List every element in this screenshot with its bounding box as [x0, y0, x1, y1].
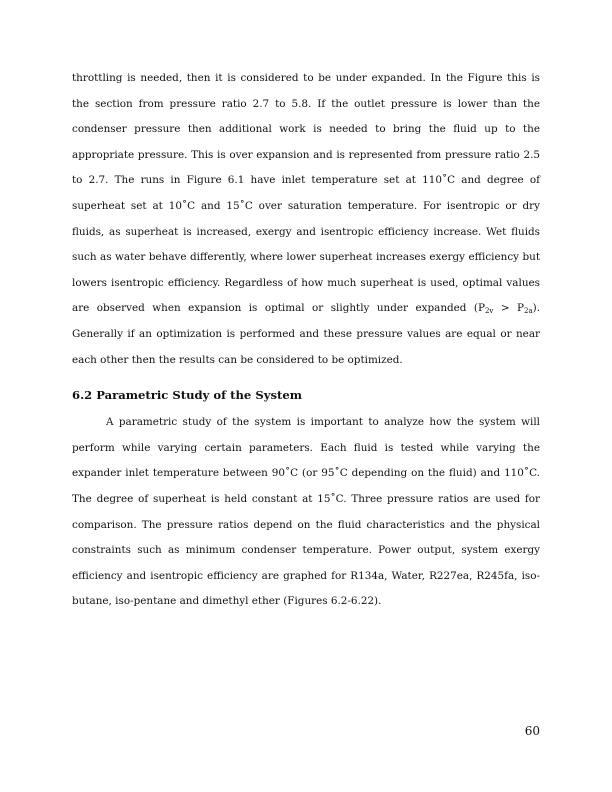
- subscript-2v: 2v: [484, 307, 494, 316]
- page-number: 60: [524, 724, 540, 738]
- subscript-2a: 2a: [524, 307, 533, 316]
- paragraph-parametric-study: A parametric study of the system is important to analyze how the system will perform while varying certain parameters. Each fluid is tested while varying the expander inlet temperature between 90˚C (or 95˚C depending on the fluid) and 110˚C. The degree of superheat is held constant at 15˚C. Three pressure ratios are used for comparison. The pressure ratios depend on the fluid characteristics and the physical constraints such as minimum condenser temperature. Power output, system exergy efficiency and isentropic efficiency are graphed for R134a, Water, R227ea, R245fa, iso-butane, iso-pentane and dimethyl ether (Figures 6.2-6.22).: [72, 416, 540, 608]
- page-body: [72, 66, 540, 615]
- section-heading: 6.2 Parametric Study of the System: [72, 388, 302, 403]
- paragraph-expansion: throttling is needed, then it is considered to be under expanded. In the Figure this is the section from pressure ratio 2.7 to 5.8. If the outlet pressure is lower than the condenser pressure then additional work is needed to bring the fluid up to the appropriate pressure. This is over expansion and is represented from pressure ratio 2.5 to 2.7. The runs in Figure 6.1 have inlet temperature set at 110˚C and degree of superheat set at 10˚C and 15˚C over saturation temperature. For isentropic or dry fluids, as superheat is increased, exergy and isentropic efficiency increase. Wet fluids such as water behave differently, where lower superheat increases exergy efficiency but lowers isentropic efficiency. Regardless of how much superheat is used, optimal values are observed when expansion is optimal or slightly under expanded $(P_{2v} > P_{2a})$. Generally if an optimization is performed and these pressure values are equal or near each other then the results can be considered to be optimized.: [72, 72, 540, 366]
